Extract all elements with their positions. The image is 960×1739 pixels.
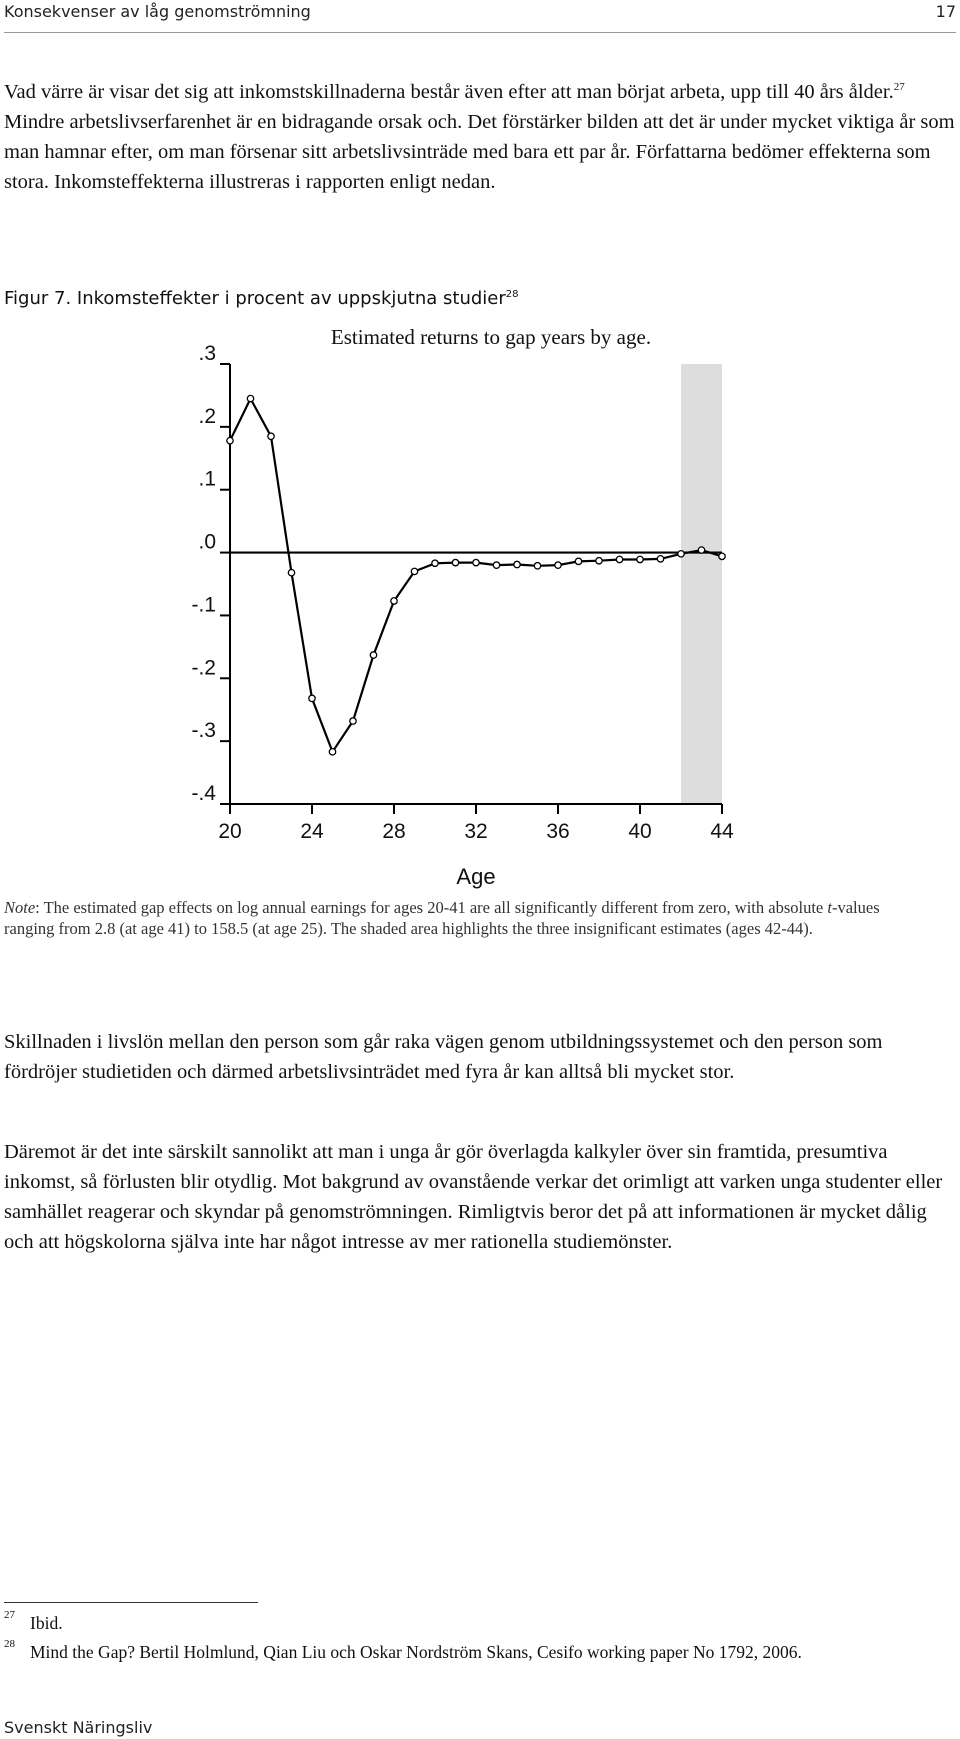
x-tick-label: 24 (300, 820, 324, 843)
body-paragraph-3: Däremot är det inte särskilt sannolikt att man i unga år gör överlagda kalkyler över sin framtida, presumtiva inkomst, så förlusten blir otydlig. Mot bakgrund av ovanstående verkar det orimligt att varken unga studenter eller samhället reagerar och skyndar på genomströmningen. Rimligtvis beror det på att informationen är mycket dålig och att högskolorna själva inte har något intresse av mer rationella studiemönster. (4, 1141, 943, 1253)
data-point (227, 437, 233, 443)
data-point (637, 556, 643, 562)
data-point (534, 563, 540, 569)
data-point (432, 560, 438, 566)
figure-caption-text: Figur 7. Inkomsteffekter i procent av uppskjutna studier (4, 288, 506, 309)
x-tick-label: 44 (710, 820, 734, 843)
chart-note (4, 897, 924, 939)
footnote-divider (4, 1602, 258, 1603)
running-header-title: Konsekvenser av låg genomströmning (4, 2, 311, 21)
x-tick-label: 40 (628, 820, 652, 843)
chart-note-t: t (827, 898, 832, 917)
data-point (350, 718, 356, 724)
returns-line-chart (0, 320, 960, 900)
y-tick-label: .2 (198, 404, 216, 428)
footnote-ref-27[interactable]: 27 (893, 81, 905, 94)
figure-caption (4, 288, 519, 309)
footnote-text: Ibid. (30, 1613, 63, 1633)
data-point (391, 598, 397, 604)
para1-text-b: Mindre arbetslivserfarenhet är en bidragande orsak och. Det förstärker bilden att det är under mycket viktiga år som man hamnar efter, om man försenar sitt arbetslivsinträde med bara ett par år. Författarna bedömer effekterna som stora. Inkomsteffekterna illustreras i rapporten enligt nedan. (4, 111, 955, 193)
footnote-ref-28[interactable]: 28 (505, 289, 519, 300)
x-tick-label: 20 (218, 820, 242, 843)
data-point (452, 559, 458, 565)
data-point (514, 561, 520, 567)
data-point (309, 695, 315, 701)
para1-text-a: Vad värre är visar det sig att inkomstskillnaderna består även efter att man börjat arbeta, upp till 40 års ålder. (4, 81, 894, 103)
shaded-region (681, 364, 722, 804)
chart-note-text-a: : The estimated gap effects on log annual earnings for ages 20-41 are all significantly different from zero, with absolute (35, 898, 828, 917)
data-point (698, 547, 704, 553)
page-number: 17 (935, 2, 956, 21)
footnote-number: 27 (4, 1609, 15, 1621)
data-point (411, 568, 417, 574)
body-paragraph-1 (4, 77, 956, 197)
body-paragraph-2: Skillnaden i livslön mellan den person som går raka vägen genom utbildningssystemet och den person som fördröjer studietiden och därmed arbetslivsinträdet med fyra år kan alltså bli mycket stor. (4, 1031, 883, 1083)
data-point (555, 562, 561, 568)
y-tick-label: -.1 (191, 593, 216, 617)
chart-title: Estimated returns to gap years by age. (330, 325, 652, 349)
x-tick-label: 28 (382, 820, 406, 843)
data-point (473, 559, 479, 565)
footer-organization: Svenskt Näringsliv (4, 1718, 153, 1737)
data-point (596, 558, 602, 564)
running-header (4, 2, 956, 33)
y-tick-label: -.2 (191, 656, 216, 680)
data-point (616, 556, 622, 562)
y-tick-label: -.4 (191, 782, 216, 805)
footnote-text: Mind the Gap? Bertil Holmlund, Qian Liu och Oskar Nordström Skans, Cesifo working paper No 1792, 2006. (30, 1642, 802, 1662)
data-point (370, 652, 376, 658)
chart-note-text-b: -values ranging from 2.8 (at age 41) to 158.5 (at age 25). The shaded area highlights the three insignificant estimates (ages 42-44). (4, 898, 880, 938)
series-line (230, 399, 722, 752)
data-point (657, 556, 663, 562)
data-point (493, 562, 499, 568)
x-axis-label: Age (456, 864, 496, 889)
y-tick-label: -.3 (191, 719, 216, 743)
y-tick-label: .3 (198, 342, 216, 365)
y-tick-label: .0 (198, 530, 216, 554)
data-point (719, 553, 725, 559)
x-tick-label: 36 (546, 820, 570, 843)
data-point (247, 395, 253, 401)
footnote-number: 28 (4, 1638, 15, 1650)
chart-note-label: Note (4, 898, 36, 917)
data-point (329, 749, 335, 755)
x-tick-label: 32 (464, 820, 488, 843)
y-tick-label: .1 (198, 467, 216, 491)
data-point (678, 551, 684, 557)
data-point (575, 558, 581, 564)
data-point (288, 569, 294, 575)
data-point (268, 433, 274, 439)
